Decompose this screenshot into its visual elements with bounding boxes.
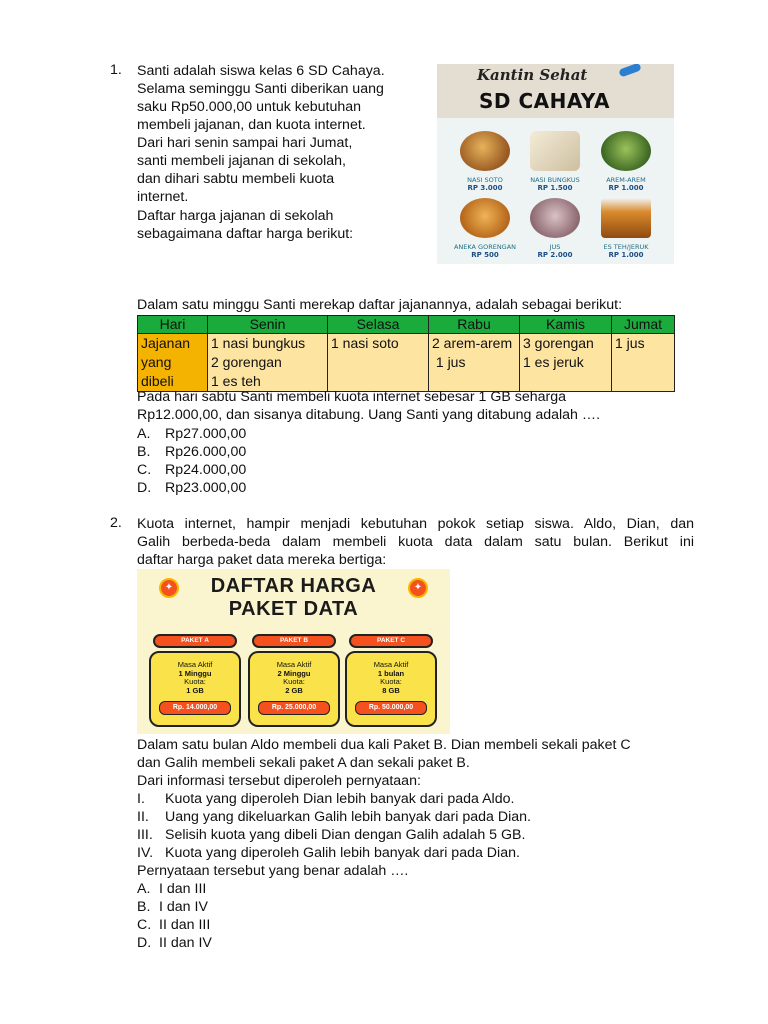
option-letter: A. bbox=[137, 426, 151, 442]
paket-tag: PAKET C bbox=[349, 634, 433, 648]
statement-roman: IV. bbox=[137, 845, 154, 861]
intro-line: dan dihari sabtu membeli kuota bbox=[137, 171, 335, 187]
paket-body bbox=[345, 651, 437, 727]
kantin-title: Kantin Sehat bbox=[477, 66, 588, 84]
food-item bbox=[448, 131, 522, 192]
kuota-label: Kuota: bbox=[380, 677, 402, 686]
food-name: NASI BUNGKUS bbox=[530, 176, 580, 184]
food-item bbox=[589, 198, 663, 259]
statement-roman: III. bbox=[137, 827, 153, 843]
table-cell bbox=[138, 334, 208, 392]
food-price: RP 500 bbox=[471, 251, 499, 259]
paket-title-line1: DAFTAR HARGA bbox=[210, 575, 377, 597]
masa-label: Masa Aktif bbox=[276, 660, 312, 669]
question-text-line: Dari informasi tersebut diperoleh pernyataan: bbox=[137, 773, 421, 789]
es-teh-image bbox=[601, 198, 651, 238]
cell-line: 3 gorengan bbox=[523, 335, 594, 351]
cell-line: 1 jus bbox=[432, 354, 466, 370]
kuota-value: 8 GB bbox=[382, 685, 400, 695]
food-price: RP 2.000 bbox=[537, 251, 573, 259]
food-name: NASI SOTO bbox=[467, 176, 503, 184]
option-letter: D. bbox=[137, 480, 152, 496]
paket-price: Rp. 25.000,00 bbox=[258, 701, 330, 715]
question-text-line: Dalam satu bulan Aldo membeli dua kali Paket B. Dian membeli sekali paket C bbox=[137, 737, 631, 753]
paket-tag: PAKET B bbox=[252, 634, 336, 648]
table-header: Selasa bbox=[328, 316, 429, 334]
statement-item bbox=[137, 790, 514, 808]
option-letter: A. bbox=[137, 881, 151, 897]
option-text: Rp26.000,00 bbox=[165, 444, 247, 460]
food-price: RP 1.000 bbox=[608, 251, 644, 259]
cell-line: 1 nasi bungkus bbox=[211, 335, 306, 351]
table-intro: Dalam satu minggu Santi merekap daftar jajanannya, adalah sebagai berikut: bbox=[137, 297, 623, 313]
answer-option-d[interactable] bbox=[137, 934, 212, 952]
option-letter: C. bbox=[137, 917, 152, 933]
kuota-value: 2 GB bbox=[285, 685, 303, 695]
answer-option-c[interactable] bbox=[137, 461, 246, 479]
star-icon: ✦ bbox=[159, 578, 179, 598]
kuota-label: Kuota: bbox=[184, 677, 206, 686]
kuota-value: 1 GB bbox=[186, 685, 204, 695]
table-header: Rabu bbox=[429, 316, 520, 334]
table-header: Senin bbox=[208, 316, 328, 334]
table-header: Kamis bbox=[520, 316, 612, 334]
option-letter: D. bbox=[137, 935, 152, 951]
option-text: Rp24.000,00 bbox=[165, 462, 247, 478]
paket-card-a bbox=[149, 634, 241, 727]
masa-label: Masa Aktif bbox=[373, 660, 409, 669]
statement-text: Kuota yang diperoleh Dian lebih banyak dari pada Aldo. bbox=[165, 791, 515, 807]
paket-tag: PAKET A bbox=[153, 634, 237, 648]
intro-line: internet. bbox=[137, 189, 189, 205]
statement-roman: I. bbox=[137, 791, 145, 807]
intro-line: Santi adalah siswa kelas 6 SD Cahaya. bbox=[137, 63, 385, 79]
nasi-soto-image bbox=[460, 131, 510, 171]
cell-line: yang bbox=[141, 354, 172, 370]
answer-option-b[interactable] bbox=[137, 443, 246, 461]
intro-line: Galih berbeda-beda dalam membeli kuota data dalam satu bulan. Berikut ini bbox=[137, 534, 694, 550]
option-letter: B. bbox=[137, 444, 151, 460]
intro-line: santi membeli jajanan di sekolah, bbox=[137, 153, 346, 169]
table-header-row bbox=[138, 316, 675, 334]
question-text-line: dan Galih membeli sekali paket A dan sekali paket B. bbox=[137, 755, 470, 771]
answer-option-a[interactable] bbox=[137, 425, 246, 443]
question-text-line: Pada hari sabtu Santi membeli kuota internet sebesar 1 GB seharga bbox=[137, 389, 567, 405]
intro-line: membeli jajanan, dan kuota internet. bbox=[137, 117, 366, 133]
jus-image bbox=[530, 198, 580, 238]
table-cell bbox=[612, 334, 675, 392]
paket-title-line2: PAKET DATA bbox=[228, 598, 359, 620]
food-item bbox=[589, 131, 663, 192]
question-1-number: 1. bbox=[110, 62, 122, 78]
food-name: JUS bbox=[549, 243, 561, 251]
paket-body bbox=[248, 651, 340, 727]
paket-body bbox=[149, 651, 241, 727]
kantin-school: SD CAHAYA bbox=[479, 89, 610, 113]
statement-item bbox=[137, 808, 531, 826]
table-header: Hari bbox=[138, 316, 208, 334]
food-price: RP 3.000 bbox=[467, 184, 503, 192]
intro-line: Daftar harga jajanan di sekolah bbox=[137, 208, 334, 224]
kantin-price-image bbox=[437, 64, 674, 264]
cell-line: 2 gorengan bbox=[211, 354, 282, 370]
paket-price: Rp. 50.000,00 bbox=[355, 701, 427, 715]
table-cell bbox=[328, 334, 429, 392]
option-text: I dan III bbox=[159, 881, 207, 897]
statement-text: Kuota yang diperoleh Galih lebih banyak dari pada Dian. bbox=[165, 845, 520, 861]
question-2-number: 2. bbox=[110, 515, 122, 531]
paket-data-image bbox=[137, 569, 450, 734]
question-prompt: Pernyataan tersebut yang benar adalah …. bbox=[137, 863, 409, 879]
paket-card-c bbox=[345, 634, 437, 727]
food-name: AREM-AREM bbox=[606, 176, 646, 184]
food-item bbox=[518, 131, 592, 192]
masa-value: 1 Minggu bbox=[178, 668, 212, 678]
table-header: Jumat bbox=[612, 316, 675, 334]
intro-line: sebagaimana daftar harga berikut: bbox=[137, 226, 354, 242]
arem-arem-image bbox=[601, 131, 651, 171]
kuota-label: Kuota: bbox=[283, 677, 305, 686]
food-name: ES TEH/JERUK bbox=[603, 243, 649, 251]
option-letter: B. bbox=[137, 899, 151, 915]
gorengan-image bbox=[460, 198, 510, 238]
cell-line: 1 es jeruk bbox=[523, 354, 584, 370]
option-text: Rp27.000,00 bbox=[165, 426, 247, 442]
answer-option-b[interactable] bbox=[137, 898, 208, 916]
statement-item bbox=[137, 826, 525, 844]
option-text: Rp23.000,00 bbox=[165, 480, 247, 496]
paket-card-b bbox=[248, 634, 340, 727]
cell-line: dibeli bbox=[141, 373, 174, 389]
option-text: I dan IV bbox=[159, 899, 208, 915]
intro-line: Dari hari senin sampai hari Jumat, bbox=[137, 135, 353, 151]
table-cell bbox=[429, 334, 520, 392]
option-text: II dan IV bbox=[159, 935, 212, 951]
intro-line: saku Rp50.000,00 untuk kebutuhan bbox=[137, 99, 362, 115]
answer-option-c[interactable] bbox=[137, 916, 210, 934]
statement-text: Selisih kuota yang dibeli Dian dengan Galih adalah 5 GB. bbox=[165, 827, 526, 843]
food-item bbox=[448, 198, 522, 259]
masa-label: Masa Aktif bbox=[177, 660, 213, 669]
food-price: RP 1.000 bbox=[608, 184, 644, 192]
statement-roman: II. bbox=[137, 809, 149, 825]
paket-price: Rp. 14.000,00 bbox=[159, 701, 231, 715]
statement-item bbox=[137, 844, 520, 862]
question-text-line: Rp12.000,00, dan sisanya ditabung. Uang Santi yang ditabung adalah …. bbox=[137, 407, 601, 423]
star-icon: ✦ bbox=[408, 578, 428, 598]
table-cell bbox=[208, 334, 328, 392]
cell-line: Jajanan bbox=[141, 335, 191, 351]
food-name: ANEKA GORENGAN bbox=[453, 243, 517, 251]
statement-text: Uang yang dikeluarkan Galih lebih banyak dari pada Dian. bbox=[165, 809, 531, 825]
cell-line: 1 es teh bbox=[211, 373, 261, 389]
answer-option-a[interactable] bbox=[137, 880, 206, 898]
table-cell bbox=[520, 334, 612, 392]
cell-line: 1 nasi soto bbox=[331, 335, 399, 351]
option-text: II dan III bbox=[159, 917, 211, 933]
option-letter: C. bbox=[137, 462, 152, 478]
food-price: RP 1.500 bbox=[537, 184, 573, 192]
nasi-bungkus-image bbox=[530, 131, 580, 171]
intro-line: Kuota internet, hampir menjadi kebutuhan pokok setiap siswa. Aldo, Dian, dan bbox=[137, 516, 694, 532]
masa-value: 2 Minggu bbox=[277, 668, 311, 678]
answer-option-d[interactable] bbox=[137, 479, 246, 497]
table-row bbox=[138, 334, 675, 392]
masa-value: 1 bulan bbox=[377, 668, 405, 678]
cell-line: 2 arem-arem bbox=[432, 335, 513, 351]
intro-line: Selama seminggu Santi diberikan uang bbox=[137, 81, 384, 97]
jajanan-table bbox=[137, 315, 675, 392]
food-item bbox=[518, 198, 592, 259]
cell-line: 1 jus bbox=[615, 335, 645, 351]
intro-line: daftar harga paket data mereka bertiga: bbox=[137, 552, 387, 568]
